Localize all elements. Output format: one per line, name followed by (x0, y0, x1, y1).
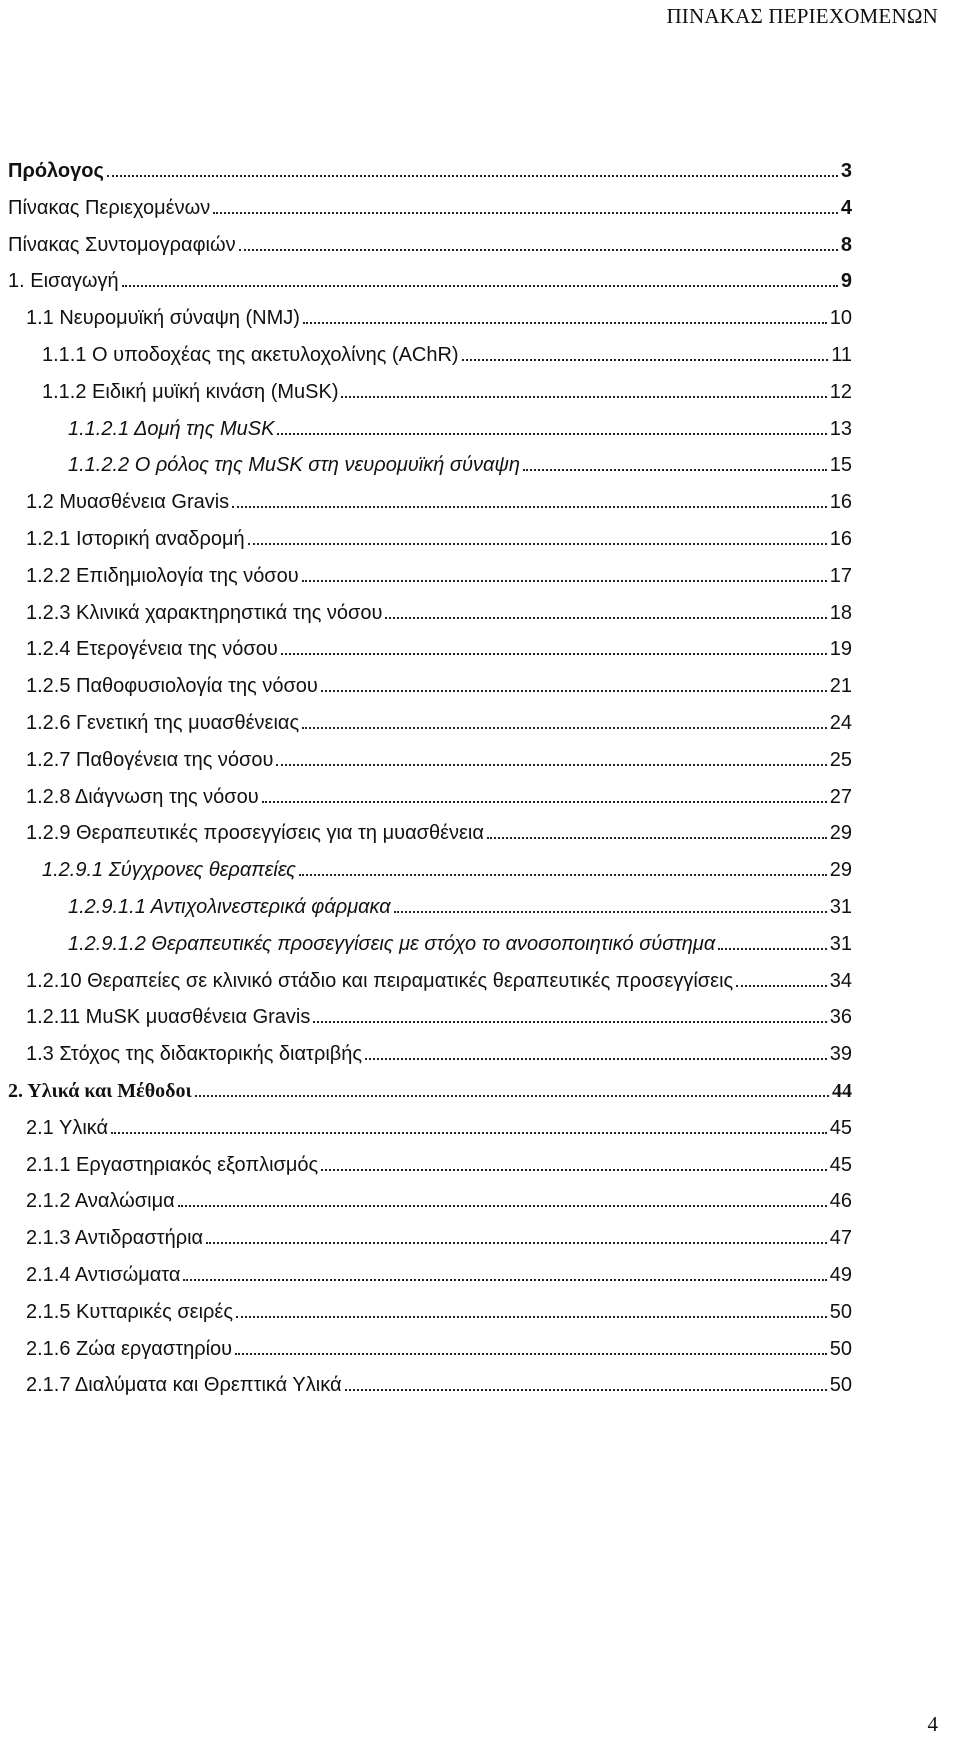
toc-entry-page: 13 (829, 417, 852, 440)
toc-dot-leader (462, 359, 829, 361)
toc-entry-title: 2.1 Υλικά (26, 1116, 109, 1139)
toc-entry[interactable] (26, 675, 852, 709)
toc-dot-leader (302, 727, 827, 729)
toc-dot-leader (365, 1058, 827, 1060)
toc-entry-title: 2. Υλικά και Μέθοδοι (8, 1080, 192, 1102)
toc-entry-page: 21 (829, 675, 852, 698)
toc-entry-page: 25 (829, 748, 852, 771)
toc-entry[interactable] (8, 270, 852, 304)
toc-dot-leader (385, 617, 826, 619)
toc-entry-page: 16 (829, 491, 852, 514)
toc-dot-leader (178, 1205, 827, 1207)
toc-entry-title: 1.2.9 Θεραπευτικές προσεγγίσεις για τη μυασθένεια (26, 822, 484, 845)
toc-entry-page: 46 (829, 1190, 852, 1213)
toc-entry-page: 3 (840, 160, 852, 182)
toc-dot-leader (523, 469, 827, 471)
toc-dot-leader (183, 1279, 826, 1281)
toc-entry[interactable] (26, 1006, 852, 1040)
toc-entry[interactable] (26, 1117, 852, 1151)
toc-entry-title: 1.3 Στόχος της διδακτορικής διατριβής (26, 1043, 363, 1066)
toc-entry-title: 1.2.9.1.2 Θεραπευτικές προσεγγίσεις με στόχο το ανοσοποιητικό σύστημα (68, 932, 716, 955)
toc-entry-page: 49 (829, 1264, 852, 1286)
toc-entry-page: 16 (829, 528, 852, 550)
toc-entry-page: 19 (829, 638, 852, 661)
toc-entry[interactable] (26, 1190, 852, 1224)
toc-dot-leader (239, 249, 838, 251)
toc-entry-title: 1.1.1 Ο υποδοχέας της ακετυλοχολίνης (AChR) (42, 344, 459, 366)
toc-entry[interactable] (26, 1374, 852, 1408)
toc-entry[interactable] (26, 1227, 852, 1261)
toc-entry-title: 1.2.1 Ιστορική αναδρομή (26, 528, 245, 550)
toc-entry-title: 2.1.3 Αντιδραστήρια (26, 1227, 204, 1250)
toc-entry-title: 1.2 Μυασθένεια Gravis (26, 491, 230, 514)
toc-entry-page: 8 (840, 233, 852, 256)
toc-entry-page: 50 (829, 1374, 852, 1397)
toc-entry-page: 24 (829, 712, 852, 734)
toc-entry-title: 1.2.6 Γενετική της μυασθένειας (26, 712, 300, 734)
toc-dot-leader (235, 1353, 827, 1355)
toc-entry-page: 10 (829, 307, 852, 330)
toc-entry[interactable] (42, 859, 852, 893)
toc-entry-title: 1.2.9.1 Σύγχρονες θεραπείες (42, 859, 296, 882)
toc-entry[interactable] (26, 822, 852, 856)
toc-entry-title: 1.2.10 Θεραπείες σε κλινικό στάδιο και πειραματικές θεραπευτικές προσεγγίσεις (26, 969, 734, 992)
toc-entry-title: Πίνακας Συντομογραφιών (8, 233, 236, 256)
toc-entry[interactable] (8, 197, 852, 231)
toc-entry[interactable] (26, 565, 852, 599)
toc-entry[interactable] (8, 1080, 852, 1114)
toc-dot-leader (302, 580, 827, 582)
toc-entry-title: 2.1.4 Αντισώματα (26, 1264, 181, 1286)
toc-dot-leader (321, 690, 827, 692)
toc-entry-page: 31 (829, 932, 852, 955)
toc-dot-leader (262, 801, 827, 803)
toc-dot-leader (276, 764, 826, 766)
toc-dot-leader (299, 874, 827, 876)
toc-entry[interactable] (68, 454, 852, 488)
toc-entry[interactable] (26, 491, 852, 525)
toc-entry[interactable] (26, 1338, 852, 1372)
toc-dot-leader (718, 948, 826, 950)
toc-entry[interactable] (26, 712, 852, 746)
toc-entry-page: 12 (829, 380, 852, 403)
toc-entry[interactable] (26, 786, 852, 820)
toc-entry-title: Πρόλογος (8, 160, 104, 182)
toc-entry[interactable] (68, 933, 852, 967)
toc-entry-page: 9 (840, 270, 852, 293)
toc-entry-page: 18 (829, 601, 852, 624)
toc-dot-leader (313, 1021, 826, 1023)
toc-entry-page: 50 (829, 1300, 852, 1323)
toc-dot-leader (277, 433, 826, 435)
toc-entry[interactable] (26, 638, 852, 672)
toc-entry-page: 11 (831, 344, 852, 366)
toc-dot-leader (321, 1169, 827, 1171)
toc-entry-page: 36 (829, 1006, 852, 1029)
toc-dot-leader (195, 1095, 829, 1097)
toc-entry[interactable] (26, 970, 852, 1004)
toc-entry-page: 39 (829, 1043, 852, 1066)
page-number: 4 (927, 1712, 938, 1736)
toc-entry-title: 1.1 Νευρομυϊκή σύναψη (NMJ) (26, 307, 300, 330)
toc-dot-leader (248, 543, 827, 545)
toc-entry[interactable] (42, 381, 852, 415)
toc-dot-leader (394, 911, 827, 913)
toc-entry-page: 29 (829, 859, 852, 882)
toc-entry-page: 31 (829, 896, 852, 918)
toc-entry-page: 44 (832, 1080, 852, 1102)
toc-entry-page: 34 (829, 969, 852, 992)
toc-entry[interactable] (42, 344, 852, 378)
page-header-title: ΠΙΝΑΚΑΣ ΠΕΡΙΕΧΟΜΕΝΩΝ (666, 4, 938, 28)
toc-dot-leader (736, 985, 827, 987)
toc-entry-page: 4 (840, 196, 852, 219)
toc-entry[interactable] (68, 418, 852, 452)
toc-dot-leader (236, 1316, 827, 1318)
toc-dot-leader (487, 837, 827, 839)
toc-entry-page: 50 (829, 1337, 852, 1360)
toc-entry[interactable] (26, 749, 852, 783)
toc-entry-title: 2.1.1 Εργαστηριακός εξοπλισμός (26, 1153, 319, 1176)
toc-entry-title: 1.1.2 Ειδική μυϊκή κινάση (MuSK) (42, 380, 339, 403)
toc-entry[interactable] (8, 234, 852, 268)
toc-entry-title: 1.2.8 Διάγνωση της νόσου (26, 785, 259, 808)
toc-entry[interactable] (26, 602, 852, 636)
toc-dot-leader (111, 1132, 827, 1134)
toc-entry[interactable] (26, 1264, 852, 1298)
toc-dot-leader (107, 175, 838, 177)
toc-entry-title: 1.1.2.2 Ο ρόλος της MuSK στη νευρομυϊκή σύναψη (68, 454, 521, 477)
toc-entry-title: 1.2.2 Επιδημιολογία της νόσου (26, 564, 299, 587)
toc-entry-title: 1.2.5 Παθοφυσιολογία της νόσου (26, 675, 318, 698)
toc-entry-title: Πίνακας Περιεχομένων (8, 196, 211, 219)
toc-entry-page: 45 (829, 1116, 852, 1139)
toc-entry-title: 1.1.2.1 Δομή της MuSK (68, 417, 275, 440)
toc-dot-leader (303, 322, 827, 324)
toc-entry[interactable] (26, 1043, 852, 1077)
toc-dot-leader (122, 285, 838, 287)
toc-dot-leader (232, 506, 827, 508)
toc-dot-leader (281, 653, 827, 655)
toc-entry-title: 1.2.9.1.1 Αντιχολινεστερικά φάρμακα (68, 896, 391, 918)
toc-entry[interactable] (8, 160, 852, 194)
toc-dot-leader (213, 212, 838, 214)
toc-entry[interactable] (26, 307, 852, 341)
toc-entry-title: 1.2.4 Ετερογένεια της νόσου (26, 638, 278, 661)
toc-dot-leader (341, 396, 826, 398)
toc-entry-title: 2.1.2 Αναλώσιμα (26, 1190, 175, 1213)
toc-entry-page: 27 (829, 785, 852, 808)
toc-entry-page: 47 (829, 1227, 852, 1250)
toc-entry-page: 15 (829, 454, 852, 477)
toc-dot-leader (345, 1389, 827, 1391)
toc-entry-page: 29 (829, 822, 852, 845)
toc-entry[interactable] (26, 1301, 852, 1335)
toc-entry-title: 1. Εισαγωγή (8, 270, 119, 293)
toc-entry-title: 2.1.5 Κυτταρικές σειρές (26, 1300, 233, 1323)
toc-entry-title: 1.2.7 Παθογένεια της νόσου (26, 748, 274, 771)
toc-entry[interactable] (26, 528, 852, 562)
toc-entry-title: 1.2.3 Κλινικά χαρακτηρηστικά της νόσου (26, 601, 383, 624)
toc-entry-title: 1.2.11 MuSK μυασθένεια Gravis (26, 1006, 311, 1029)
toc-entry[interactable] (68, 896, 852, 930)
toc-entry-page: 17 (829, 564, 852, 587)
toc-entry-title: 2.1.6 Ζώα εργαστηρίου (26, 1337, 233, 1360)
toc-dot-leader (206, 1242, 827, 1244)
toc-entry-title: 2.1.7 Διαλύματα και Θρεπτικά Υλικά (26, 1374, 342, 1397)
toc-entry-page: 45 (829, 1153, 852, 1176)
toc-entry[interactable] (26, 1154, 852, 1188)
